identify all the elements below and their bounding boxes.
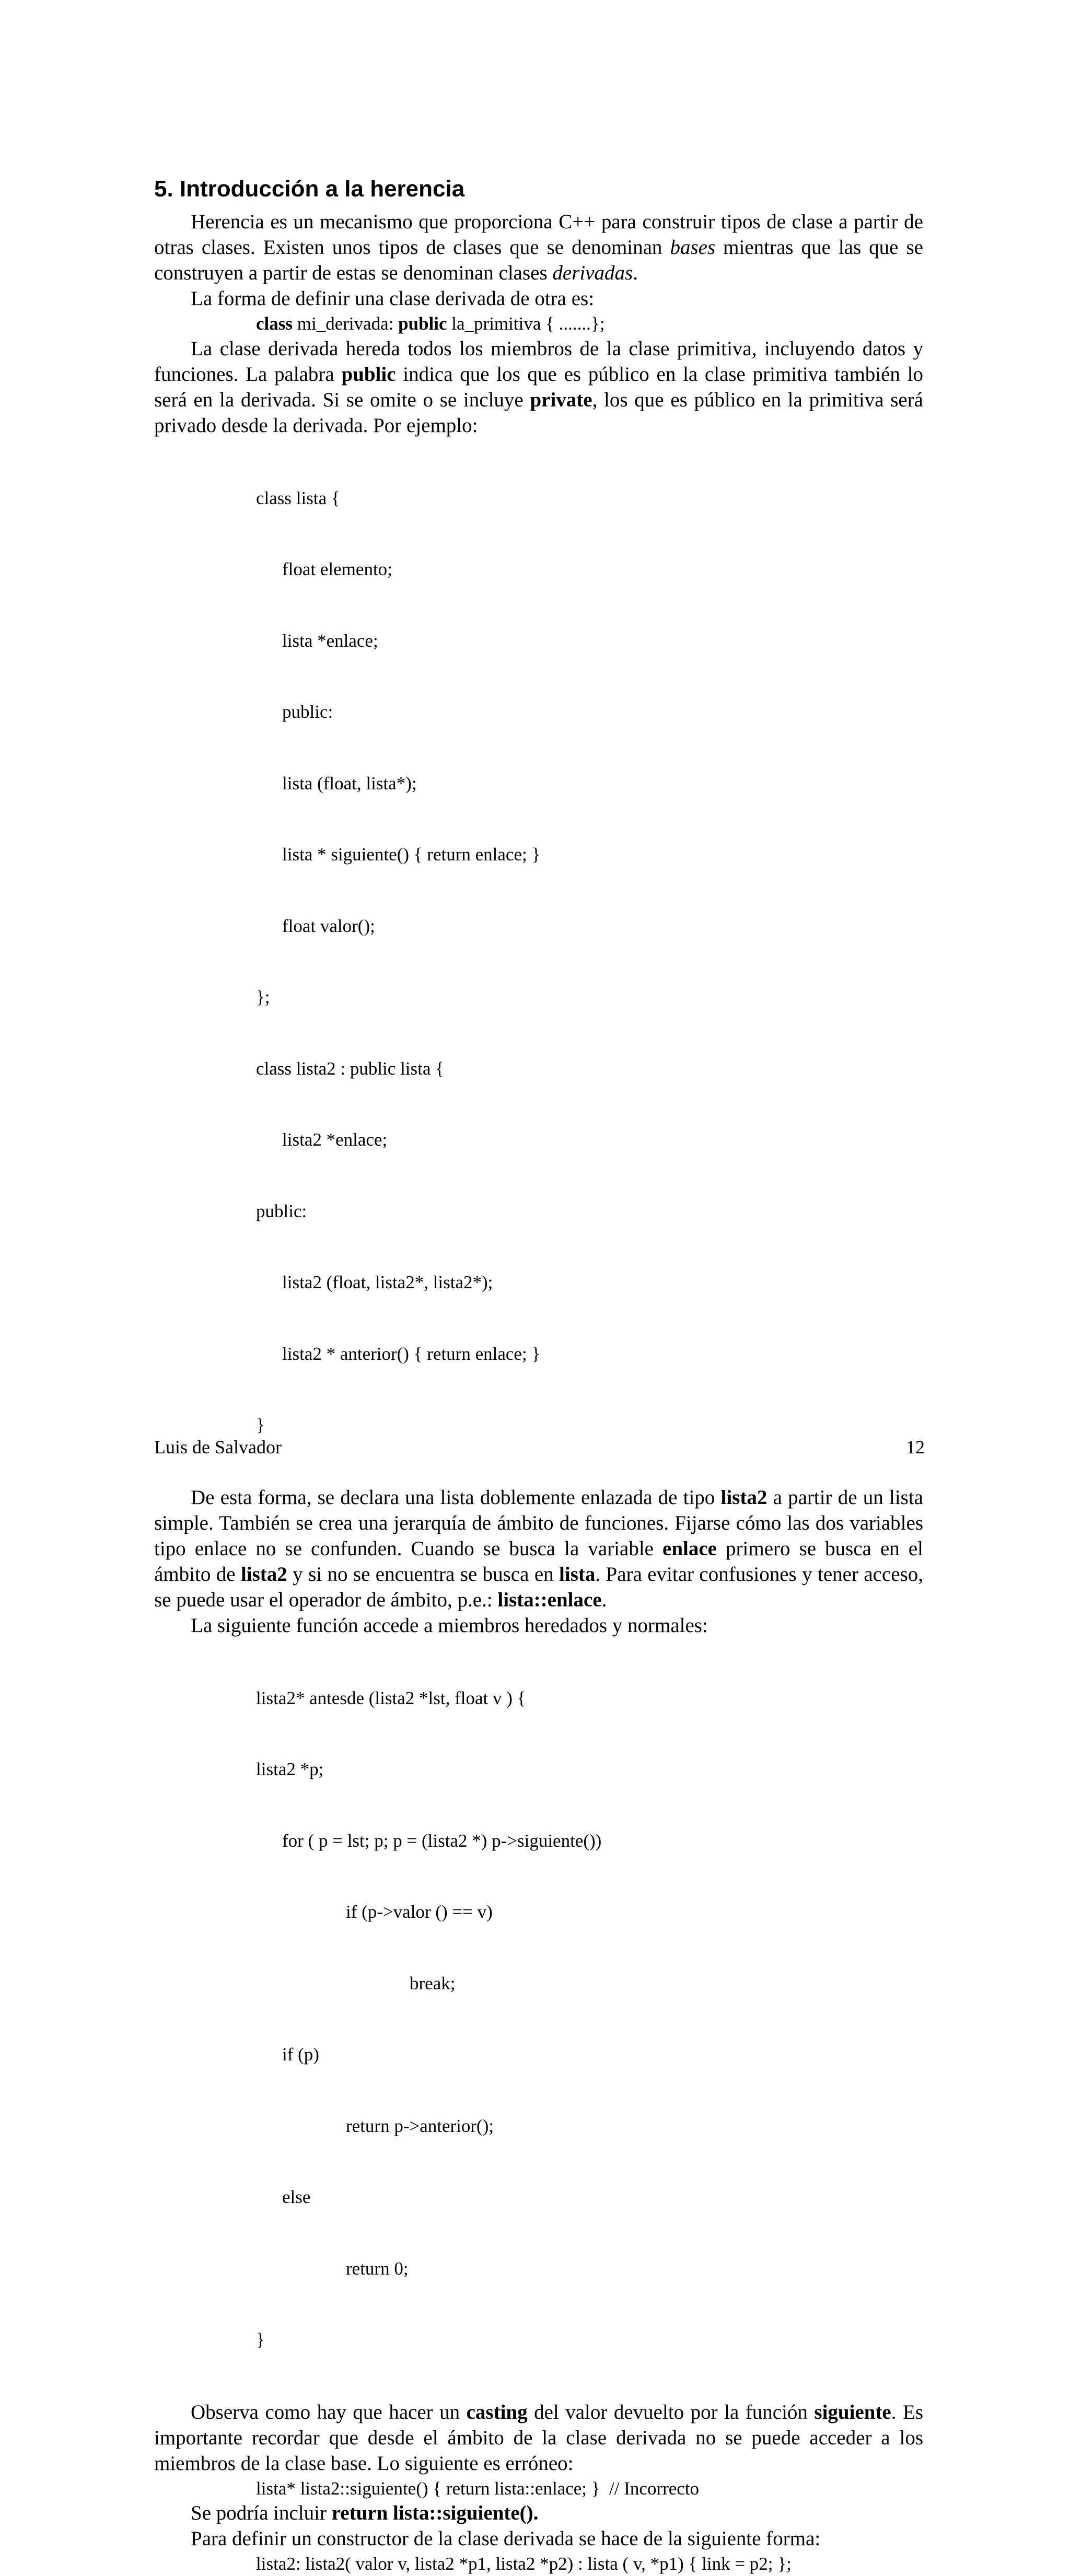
paragraph-constructor: Para definir un constructor de la clase derivada se hace de la siguiente forma:	[191, 2527, 821, 2550]
text-run: De esta forma, se declara una lista doblemente enlazada de tipo	[191, 1486, 721, 1509]
paragraph-intro	[154, 209, 923, 286]
code-line: break;	[410, 1973, 456, 1994]
text-run: Se podría incluir	[191, 2502, 332, 2524]
code-line: if (p->valor () == v)	[346, 1902, 493, 1922]
term-derivadas: derivadas	[552, 262, 633, 284]
keyword-public: public	[398, 313, 447, 334]
term-lista: lista	[559, 1563, 596, 1586]
code-declaration	[256, 312, 923, 336]
code-line: lista * siguiente() { return enlace; }	[282, 844, 541, 865]
code-constructor	[256, 2552, 923, 2576]
text-run: primero se busca en el ámbito de	[154, 1537, 923, 1586]
text-run: Observa como hay que hacer un	[191, 2400, 467, 2423]
text-run: Herencia es un mecanismo que proporciona C++ para construir tipos de clase a partir de otras clases. Existen unos tipos de clases que se denominan	[154, 211, 923, 259]
text-run: y si no se encuentra se busca en	[287, 1563, 560, 1586]
code-example-classes	[256, 439, 923, 1485]
code-line: lista2 (float, lista2*, lista2*);	[282, 1272, 493, 1292]
term-scope-operator: lista::enlace	[497, 1588, 602, 1611]
code-line: public:	[256, 1200, 307, 1221]
term-casting: casting	[466, 2400, 528, 2423]
text-run: .	[633, 262, 638, 284]
code-line: for ( p = lst; p; p = (lista2 *) p->siguiente())	[282, 1830, 602, 1851]
text-run: .	[601, 1588, 607, 1611]
code-line: lista* lista2::siguiente() { return lista::enlace; } // Incorrecto	[256, 2478, 700, 2499]
code-text: mi_derivada:	[293, 313, 399, 334]
text-run: a partir de un lista simple. También se crea una jerarquía de ámbito de funciones. Fijarse cómo las dos variables tipo enlace no se confunden. Cuando se busca la variable	[154, 1486, 923, 1560]
code-line: public:	[282, 702, 333, 722]
document-body	[154, 209, 923, 2576]
paragraph-double-list	[154, 1485, 923, 1613]
keyword-private: private	[530, 388, 592, 411]
code-inline-return: return lista::siguiente().	[331, 2502, 539, 2524]
term-siguiente: siguiente	[814, 2400, 891, 2423]
paragraph-casting	[154, 2399, 923, 2476]
code-line: float elemento;	[282, 559, 392, 579]
paragraph-function-intro: La siguiente función accede a miembros heredados y normales:	[191, 1614, 708, 1637]
text-run: indica que los que es público en la clase primitiva también lo será en la derivada. Si se omite o se incluye	[154, 363, 923, 411]
text-run: . Es importante recordar que desde el ámbito de la clase derivada no se puede acceder a los miembros de la clase base. Lo siguiente es erróneo:	[154, 2400, 923, 2475]
code-line: lista2* antesde (lista2 *lst, float v ) {	[256, 1687, 526, 1708]
footer-author: Luis de Salvador	[154, 1437, 282, 1458]
section-heading: 5. Introducción a la herencia	[154, 176, 465, 202]
keyword-class: class	[256, 313, 293, 334]
code-line: if (p)	[282, 2044, 319, 2065]
paragraph-could-include	[154, 2500, 923, 2526]
code-line: class lista {	[256, 487, 340, 508]
code-line: lista2 *enlace;	[282, 1129, 388, 1150]
code-line: lista *enlace;	[282, 630, 378, 651]
text-run: La clase derivada hereda todos los miembros de la clase primitiva, incluyendo datos y funciones. La palabra	[154, 337, 923, 386]
term-enlace: enlace	[662, 1537, 717, 1560]
paragraph-define: La forma de definir una clase derivada de otra es:	[191, 287, 595, 310]
code-line: lista (float, lista*);	[282, 773, 417, 794]
code-line: lista2: lista2( valor v, lista2 *p1, lista2 *p2) : lista ( v, *p1) { link = p2; };	[256, 2554, 792, 2574]
code-line: else	[282, 2187, 311, 2207]
keyword-public: public	[341, 363, 396, 386]
code-line: }	[256, 2329, 265, 2350]
term-lista2: lista2	[240, 1563, 287, 1586]
text-run: . Para evitar confusiones y tener acceso, se puede usar el operador de ámbito, p.e.:	[154, 1563, 923, 1611]
code-line: return p->anterior();	[346, 2115, 494, 2136]
text-run: , los que es público en la primitiva será privado desde la derivada. Por ejemplo:	[154, 388, 923, 437]
code-line: };	[256, 987, 270, 1007]
code-line: return 0;	[346, 2258, 409, 2279]
term-bases: bases	[670, 236, 716, 259]
code-text: la_primitiva { .......};	[447, 313, 605, 334]
text-run: del valor devuelto por la función	[527, 2400, 815, 2423]
term-lista2: lista2	[720, 1486, 767, 1509]
code-example-function	[256, 1639, 923, 2399]
footer-page-number: 12	[906, 1437, 925, 1458]
paragraph-inherit	[154, 336, 923, 438]
code-line: class lista2 : public lista {	[256, 1058, 444, 1079]
code-incorrect-example	[256, 2477, 923, 2501]
code-line: lista2 *p;	[256, 1759, 324, 1779]
text-run: mientras que las que se construyen a partir de estas se denominan clases	[154, 236, 923, 284]
code-line: }	[256, 1415, 265, 1435]
code-line: float valor();	[282, 915, 375, 936]
code-line: lista2 * anterior() { return enlace; }	[282, 1343, 541, 1364]
